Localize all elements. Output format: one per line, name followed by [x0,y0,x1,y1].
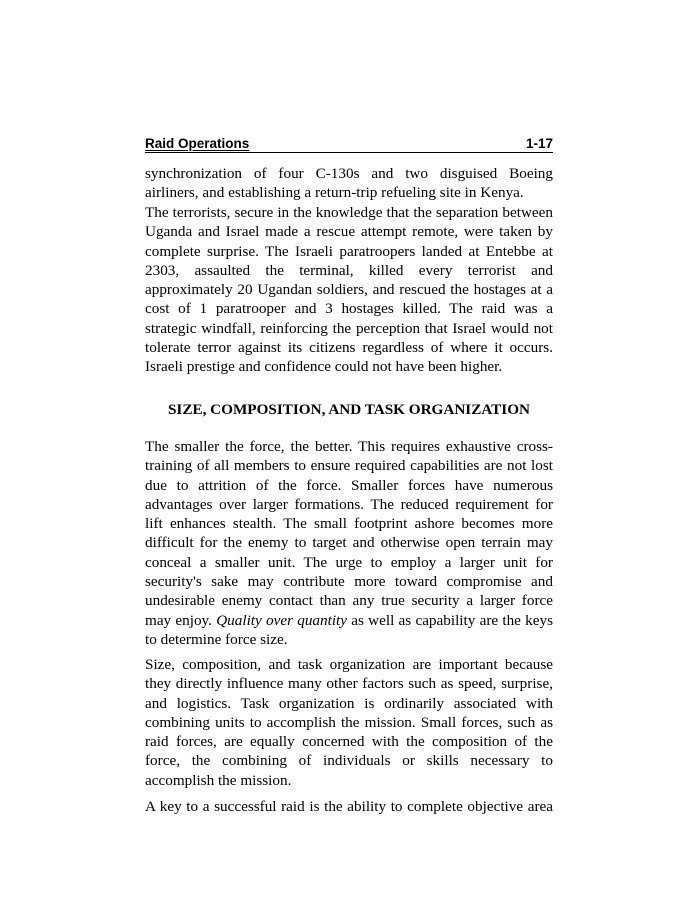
page-number: 1-17 [525,136,553,151]
header-title: Raid Operations [145,136,250,151]
paragraph-force-size-text: The smaller the force, the better. This requires exhaustive cross-training of all members to ensure required capabilities are not lost due to attrition of the force. Smaller forces have numerous advantages over larger formations. The reduced requirement for lift enhances stealth. The small footprint ashore becomes more difficult for the enemy to target and otherwise open terrain may conceal a smaller unit. The urge to employ a larger unit for security's sake may contribute more toward compromise and undesirable enemy contact than any true security a larger force may enjoy. [145,438,553,629]
emphasis-quality-over-quantity: Quality over quantity [216,611,348,629]
paragraph-force-size-text-end: as well as capability are the keys to determine force size. [145,611,554,648]
paragraph-entebbe-raid: The terrorists, secure in the knowledge that the separation between Uganda and Israel made a rescue attempt remote, were taken by complete surprise. The Israeli paratroopers landed at Entebbe at 2303, assaulted the terminal, killed every terrorist and approximately 20 Ugandan soldiers, and rescued the hostages at a cost of 1 paratrooper and 3 hostages killed. The raid was a strategic windfall, reinforcing the perception that Israel would not tolerate terror against its citizens regardless of where it occurs. Israeli prestige and confidence could not have been higher. [145,204,553,376]
paragraph-key-to-success: A key to a successful raid is the ability to complete objective area [145,798,553,815]
running-header [145,135,553,153]
paragraph-task-organization: Size, composition, and task organization are important because they directly influence many other factors such as speed, surprise, and logistics. Task organization is ordinarily associated with combining units to accomplish the mission. Small forces, such as raid forces, are equally concerned with the composition of the force, the combining of individuals or skills necessary to accomplish the mission. [145,656,553,789]
paragraph-entebbe-intro: synchronization of four C-130s and two disguised Boeing airliners, and establishing a return-trip refueling site in Kenya. [145,165,553,202]
paragraph-force-size [145,437,553,649]
section-heading: SIZE, COMPOSITION, AND TASK ORGANIZATION [167,401,531,418]
